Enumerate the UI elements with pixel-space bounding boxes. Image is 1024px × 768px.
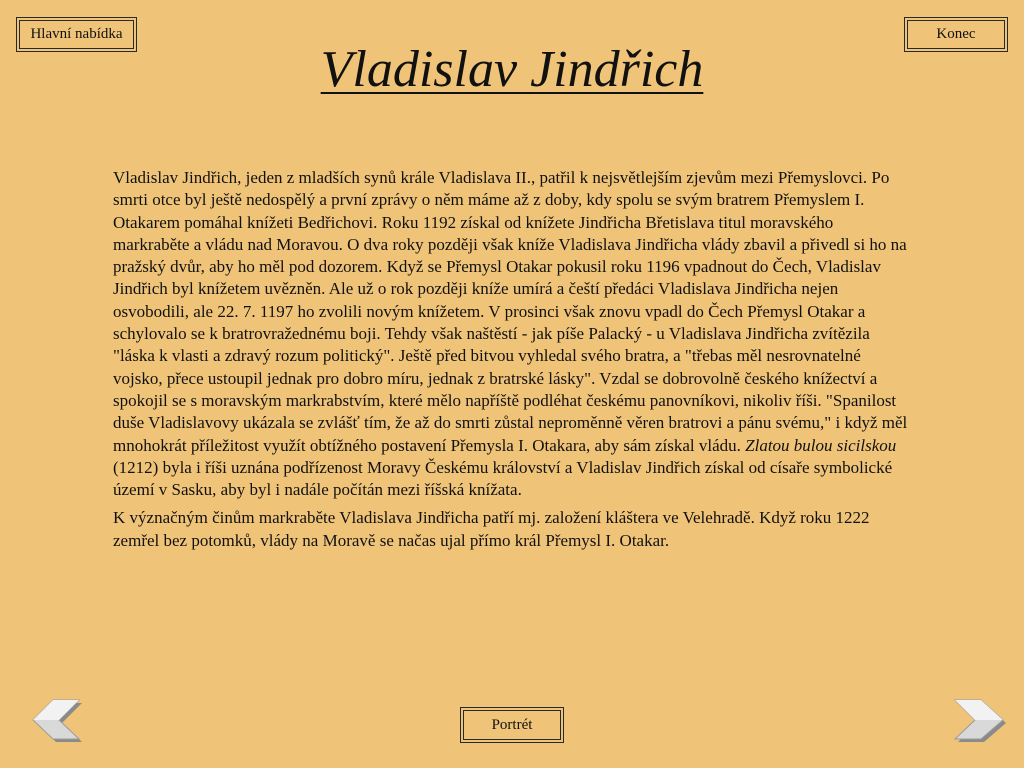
article-paragraph-2: K význačným činům markraběte Vladislava Jindřicha patří mj. založení kláštera ve Velehradě. Když roku 1222 zemřel bez potomků, vlády na Moravě se načas ujal přímo král Přemysl I. Otakar.	[113, 508, 870, 550]
article-body	[113, 167, 913, 558]
paragraph-1-text-start: Vladislav Jindřich, jeden z mladších synů krále Vladislava II., patřil k nejsvětlejším zjevům mezi Přemyslovci. Po smrti otce byl ještě nedospělý a první zprávy o něm máme až z doby, kdy spolu se svým bratrem Přemyslem I. Otakarem pomáhal knížeti Bedřichovi. Roku 1192 získal od knížete Jindřicha Břetislava titul moravského markraběte a vládu nad Moravou. O dva roky později však kníže Vladislava Jindřicha vlády zbavil a přivedl si ho na pražský dvůr, aby ho měl pod dozorem. Když se Přemysl Otakar pokusil roku 1196 vpadnout do Čech, Vladislav Jindřich byl knížetem uvězněn. Ale už o rok později kníže umírá a čeští předáci Vladislava Jindřicha nejen osvobodili, ale 22. 7. 1197 ho zvolili novým knížetem. V prosinci však znovu vpadl do Čech Přemysl Otakar a schylovalo se k bratrovražednému boji. Tehdy však naštěstí - jak píše Palacký - u Vladislava Jindřicha zvítězila "láska k vlasti a zdravý rozum politický". Ještě před bitvou vyhledal svého bratra, a "třebas měl nesrovnatelné vojsko, přece ustoupil jednak pro dobro míru, jednak z bratrské lásky". Vzdal se dobrovolně českého knížectví a spokojil se s moravským markrabstvím, které mělo napříště podléhat českému panovníkovi, nikoliv říši. "Spanilost duše Vladislavovy ukázala se zvlášť tím, že až do smrti zůstal neproměnně věren bratrovi a pánu svému," i když měl mnohokrát příležitost využít obtížného postavení Přemysla I. Otakara, aby sám získal vládu.	[113, 168, 908, 455]
end-label: Konec	[936, 26, 976, 42]
paragraph-1-text-end: (1212) byla i říši uznána podřízenost Moravy Českému království a Vladislav Jindřich získal od císaře symbolické území v Sasku, aby byl i nadále počítán mezi říšská knížata.	[113, 457, 893, 500]
arrow-right-icon[interactable]	[946, 697, 1012, 745]
article-paragraph-1	[113, 167, 913, 501]
arrow-left-icon[interactable]	[26, 697, 92, 745]
page-title	[0, 38, 1024, 102]
page-title-text: Vladislav Jindřich	[320, 41, 704, 98]
portrait-button[interactable]	[460, 707, 564, 743]
main-menu-label: Hlavní nabídka	[30, 26, 123, 42]
golden-bull-italic: Zlatou bulou sicilskou	[745, 435, 897, 455]
portrait-label: Portrét	[491, 716, 533, 733]
